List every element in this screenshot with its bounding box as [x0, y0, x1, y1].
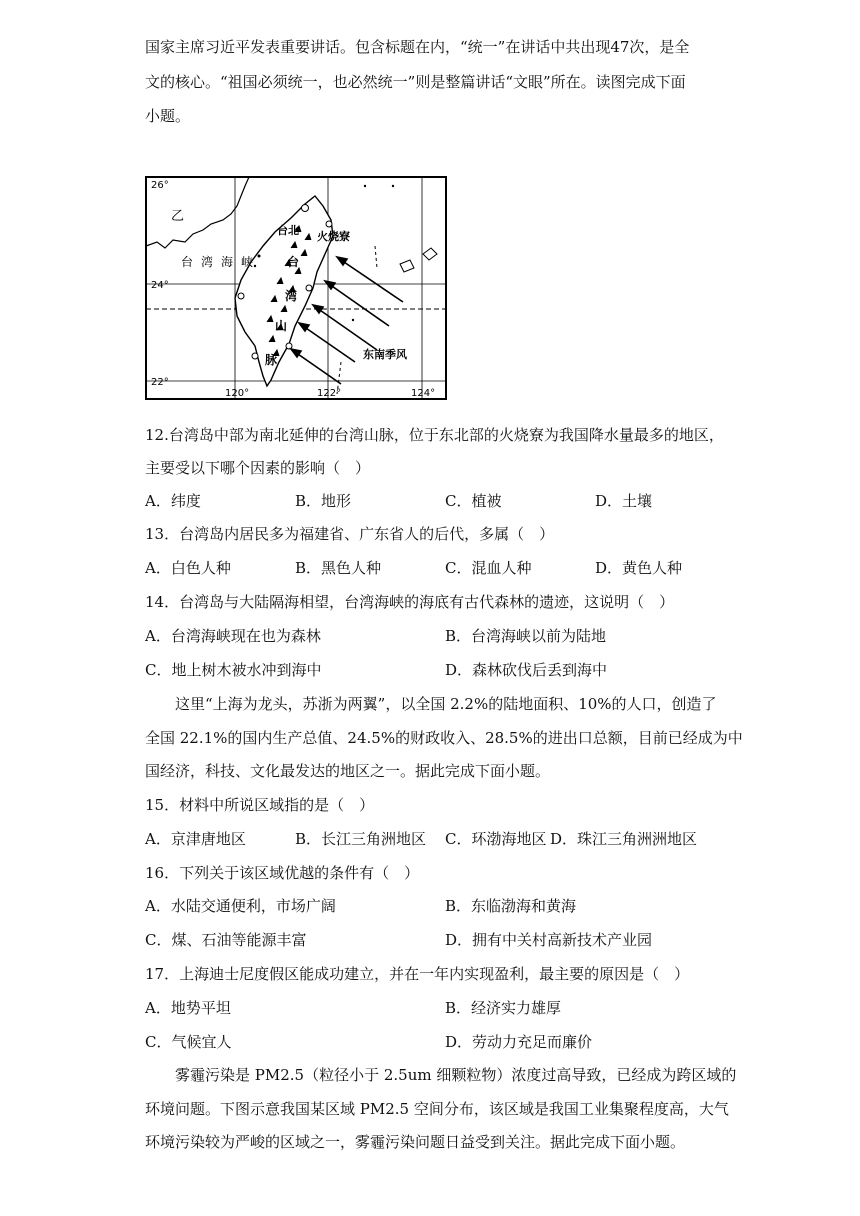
mountain-char-3: 山 [275, 319, 288, 333]
q12-option-a[interactable]: A．纬度 [145, 492, 201, 510]
q15-option-d[interactable]: D．珠江三角洲洲地区 [550, 830, 698, 848]
q12-stem-2: 主要受以下哪个因素的影响（ ） [145, 459, 371, 477]
para2-line-2: 全国 22.1%的国内生产总值、24.5%的财政收入、28.5%的进出口总额，目前已经成为中 [145, 729, 743, 747]
q16-option-b[interactable]: B．东临渤海和黄海 [445, 897, 577, 915]
intro-line-1: 国家主席习近平发表重要讲话。包含标题在内，“统一”在讲话中共出现47次，是全 [145, 38, 690, 56]
q15-stem: 15．材料中所说区域指的是（ ） [145, 796, 375, 814]
q16-option-c[interactable]: C．煤、石油等能源丰富 [145, 931, 307, 949]
q12-option-c[interactable]: C．植被 [445, 492, 502, 510]
q14-stem: 14．台湾岛与大陆隔海相望，台湾海峡的海底有古代森林的遗迹，这说明（ ） [145, 593, 675, 611]
city-taibei [302, 205, 309, 212]
intro-line-3: 小题。 [145, 107, 191, 125]
q13-option-d[interactable]: D．黄色人种 [595, 559, 683, 577]
city-southwest [252, 353, 258, 359]
label-taibei: 台北 [277, 224, 299, 237]
q15-option-b[interactable]: B．长江三角洲地区 [295, 830, 427, 848]
q13-option-b[interactable]: B．黑色人种 [295, 559, 382, 577]
label-yi: 乙 [171, 209, 185, 224]
q12-option-d[interactable]: D．土壤 [595, 492, 653, 510]
lat-label-24: 24° [151, 280, 169, 291]
q14-option-c[interactable]: C．地上树木被水冲到海中 [145, 661, 322, 679]
para2-line-1: 这里“上海为龙头，苏浙为两翼”，以全国 2.2%的陆地面积、10%的人口，创造了 [175, 695, 717, 713]
q14-option-a[interactable]: A．台湾海峡现在也为森林 [145, 627, 321, 645]
q12-stem-1: 12.台湾岛中部为南北延伸的台湾山脉，位于东北部的火烧寮为我国降水量最多的地区， [145, 426, 724, 444]
city-east [306, 285, 312, 291]
q16-stem: 16．下列关于该区域优越的条件有（ ） [145, 864, 420, 882]
q16-option-a[interactable]: A．水陆交通便利，市场广阔 [145, 897, 336, 915]
q17-option-b[interactable]: B．经济实力雄厚 [445, 999, 562, 1017]
city-west [238, 293, 244, 299]
q12-option-b[interactable]: B．地形 [295, 492, 352, 510]
q14-option-b[interactable]: B．台湾海峡以前为陆地 [445, 627, 607, 645]
lat-label-22: 22° [151, 377, 169, 388]
mountain-char-1: 台 [287, 255, 300, 269]
mountain-char-2: 湾 [285, 289, 298, 303]
taiwan-map [145, 176, 447, 400]
lon-label-120: 120° [225, 388, 250, 399]
para3-line-1: 雾霾污染是 PM2.5（粒径小于 2.5um 细颗粒物）浓度过高导致，已经成为跨区域的 [175, 1066, 737, 1084]
strait-char-3: 海 [221, 255, 234, 269]
q13-stem: 13．台湾岛内居民多为福建省、广东省人的后代，多属（ ） [145, 525, 555, 543]
intro-line-2: 文的核心。“祖国必须统一，也必然统一”则是整篇讲话“文眼”所在。读图完成下面 [145, 73, 686, 91]
lat-label-26: 26° [151, 180, 169, 191]
para2-line-3: 国经济，科技、文化最发达的地区之一。据此完成下面小题。 [145, 762, 551, 780]
mountain-char-4: 脉 [265, 353, 278, 367]
q17-stem: 17．上海迪士尼度假区能成功建立，并在一年内实现盈利，最主要的原因是（ ） [145, 965, 690, 983]
para3-line-2: 环境问题。下图示意我国某区域 PM2.5 空间分布，该区域是我国工业集聚程度高，大气 [145, 1100, 729, 1118]
q13-option-c[interactable]: C．混血人种 [445, 559, 532, 577]
lon-label-122: 122° [317, 388, 342, 399]
city-southeast [286, 343, 292, 349]
q14-option-d[interactable]: D．森林砍伐后丢到海中 [445, 661, 608, 679]
q15-option-a[interactable]: A．京津唐地区 [145, 830, 246, 848]
q13-option-a[interactable]: A．白色人种 [145, 559, 231, 577]
city-huoshaoliao [326, 221, 332, 227]
strait-char-2: 湾 [201, 255, 214, 269]
lon-label-124: 124° [411, 388, 436, 399]
q15-option-c[interactable]: C．环渤海地区 [445, 830, 547, 848]
strait-char-4: 峡 [241, 255, 254, 269]
q17-option-a[interactable]: A．地势平坦 [145, 999, 231, 1017]
para3-line-3: 环境污染较为严峻的区域之一，雾霾污染问题日益受到关注。据此完成下面小题。 [145, 1133, 686, 1151]
strait-char-1: 台 [181, 255, 194, 269]
label-wind: 东南季风 [363, 348, 407, 361]
q17-option-d[interactable]: D．劳动力充足而廉价 [445, 1033, 593, 1051]
label-huoshaoliao: 火烧寮 [317, 230, 350, 243]
q16-option-d[interactable]: D．拥有中关村高新技术产业园 [445, 931, 653, 949]
q17-option-c[interactable]: C．气候宜人 [145, 1033, 232, 1051]
